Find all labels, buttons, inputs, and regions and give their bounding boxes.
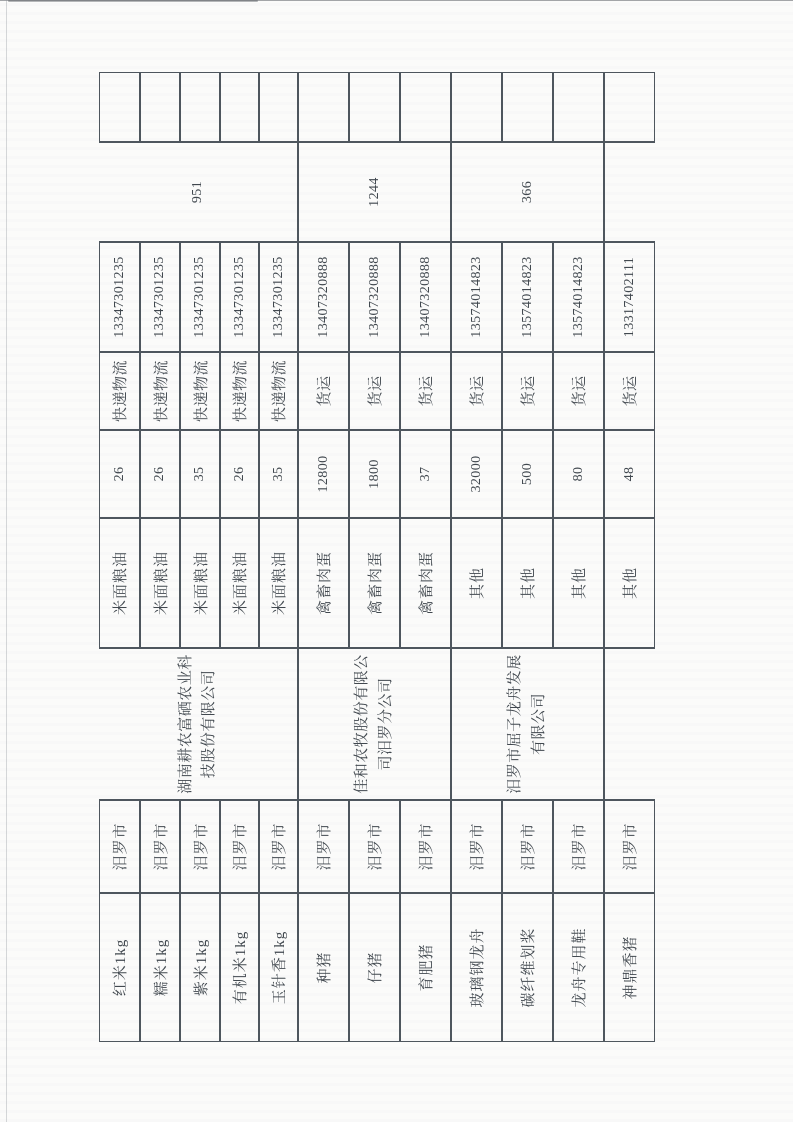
total-cell: 366: [451, 142, 604, 242]
phone-cell: 13347301235: [99, 242, 140, 352]
phone-cell: 13574014823: [502, 242, 553, 352]
product-cell: 仔猪: [349, 893, 400, 1042]
city-cell: 汨罗市: [140, 800, 180, 893]
city-cell: 汨罗市: [259, 800, 298, 893]
city-cell: 汨罗市: [451, 800, 502, 893]
blank-cell: [298, 72, 349, 142]
price-cell: 37: [400, 430, 451, 518]
column-blank: [99, 72, 655, 142]
product-cell: 玉针香1kg: [259, 893, 298, 1042]
shipping-cell: 快递物流: [140, 352, 180, 430]
total-cell: 951: [99, 142, 298, 242]
phone-cell: 13347301235: [180, 242, 220, 352]
phone-cell: 13574014823: [451, 242, 502, 352]
price-cell: 26: [99, 430, 140, 518]
category-cell: 米面粮油: [259, 518, 298, 648]
city-cell: 汨罗市: [99, 800, 140, 893]
price-cell: 1800: [349, 430, 400, 518]
city-cell: 汨罗市: [502, 800, 553, 893]
column-shipping: [99, 352, 655, 430]
company-cell: 湖南耕农富硒农业科技股份有限公司: [99, 648, 298, 800]
total-cell-empty: [604, 142, 655, 242]
product-cell: 龙舟专用鞋: [553, 893, 604, 1042]
column-city: [99, 800, 655, 893]
shipping-cell: 快递物流: [180, 352, 220, 430]
column-phone: [99, 242, 655, 352]
phone-cell: 13347301235: [220, 242, 259, 352]
product-cell: 玻璃钢龙舟: [451, 893, 502, 1042]
city-cell: 汨罗市: [349, 800, 400, 893]
category-cell: 其他: [502, 518, 553, 648]
product-table: [99, 72, 655, 1042]
city-cell: 汨罗市: [553, 800, 604, 893]
blank-cell: [451, 72, 502, 142]
company-cell: 佳和农牧股份有限公司汨罗分公司: [298, 648, 451, 800]
shipping-cell: 货运: [349, 352, 400, 430]
city-cell: 汨罗市: [180, 800, 220, 893]
price-cell: 80: [553, 430, 604, 518]
category-cell: 米面粮油: [140, 518, 180, 648]
phone-cell: 13347301235: [140, 242, 180, 352]
column-total: [99, 142, 655, 242]
price-cell: 500: [502, 430, 553, 518]
blank-cell: [259, 72, 298, 142]
price-cell: 48: [604, 430, 655, 518]
column-product: [99, 893, 655, 1042]
phone-cell: 13407320888: [400, 242, 451, 352]
blank-cell: [349, 72, 400, 142]
product-cell: 糯米1kg: [140, 893, 180, 1042]
blank-cell: [604, 72, 655, 142]
category-cell: 禽畜肉蛋: [400, 518, 451, 648]
price-cell: 35: [180, 430, 220, 518]
blank-cell: [220, 72, 259, 142]
category-cell: 禽畜肉蛋: [298, 518, 349, 648]
phone-cell: 13317402111: [604, 242, 655, 352]
shipping-cell: 货运: [400, 352, 451, 430]
blank-cell: [99, 72, 140, 142]
price-cell: 35: [259, 430, 298, 518]
category-cell: 米面粮油: [99, 518, 140, 648]
shipping-cell: 快递物流: [220, 352, 259, 430]
product-cell: 碳纤维划桨: [502, 893, 553, 1042]
category-cell: 其他: [451, 518, 502, 648]
blank-cell: [140, 72, 180, 142]
total-cell: 1244: [298, 142, 451, 242]
product-cell: 红米1kg: [99, 893, 140, 1042]
category-cell: 禽畜肉蛋: [349, 518, 400, 648]
city-cell: 汨罗市: [298, 800, 349, 893]
blank-cell: [553, 72, 604, 142]
company-cell-empty: [604, 648, 655, 800]
phone-cell: 13407320888: [298, 242, 349, 352]
city-cell: 汨罗市: [604, 800, 655, 893]
shipping-cell: 货运: [553, 352, 604, 430]
price-cell: 32000: [451, 430, 502, 518]
column-price: [99, 430, 655, 518]
category-cell: 其他: [604, 518, 655, 648]
phone-cell: 13347301235: [259, 242, 298, 352]
city-cell: 汨罗市: [220, 800, 259, 893]
product-cell: 种猪: [298, 893, 349, 1042]
category-cell: 其他: [553, 518, 604, 648]
shipping-cell: 货运: [604, 352, 655, 430]
price-cell: 12800: [298, 430, 349, 518]
product-cell: 育肥猪: [400, 893, 451, 1042]
shipping-cell: 货运: [298, 352, 349, 430]
shipping-cell: 货运: [502, 352, 553, 430]
blank-cell: [502, 72, 553, 142]
blank-cell: [180, 72, 220, 142]
city-cell: 汨罗市: [400, 800, 451, 893]
product-cell: 紫米1kg: [180, 893, 220, 1042]
company-cell: 汨罗市屈子龙舟发展有限公司: [451, 648, 604, 800]
blank-cell: [400, 72, 451, 142]
phone-cell: 13574014823: [553, 242, 604, 352]
category-cell: 米面粮油: [220, 518, 259, 648]
product-cell: 有机米1kg: [220, 893, 259, 1042]
shipping-cell: 快递物流: [259, 352, 298, 430]
product-cell: 神鼎香猪: [604, 893, 655, 1042]
phone-cell: 13407320888: [349, 242, 400, 352]
column-company: [99, 648, 655, 800]
price-cell: 26: [220, 430, 259, 518]
category-cell: 米面粮油: [180, 518, 220, 648]
shipping-cell: 快递物流: [99, 352, 140, 430]
price-cell: 26: [140, 430, 180, 518]
column-category: [99, 518, 655, 648]
shipping-cell: 货运: [451, 352, 502, 430]
